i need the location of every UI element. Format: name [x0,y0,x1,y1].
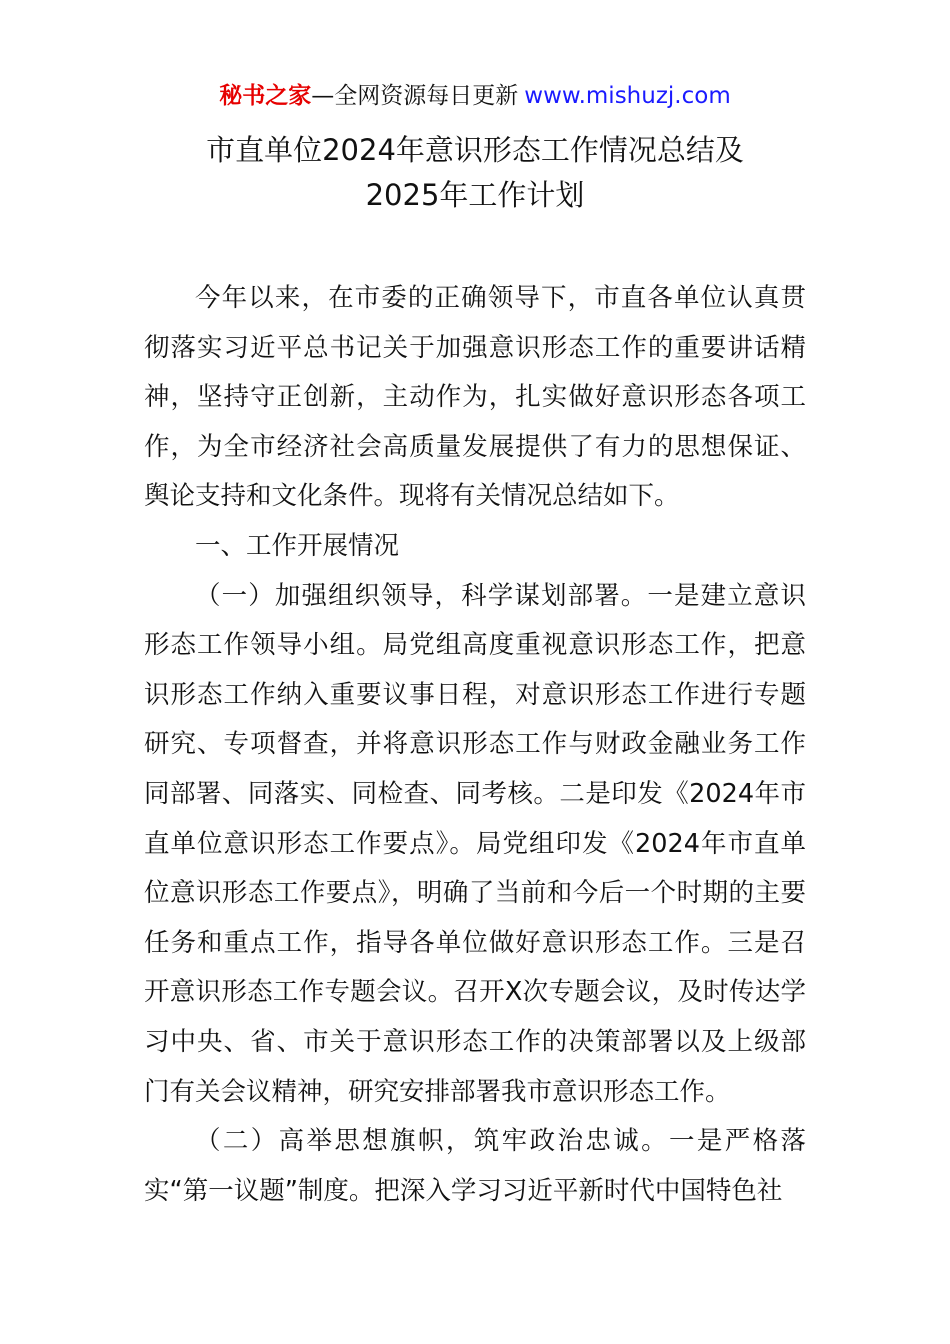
document-body [144,274,806,1216]
body-paragraph: （二）高举思想旗帜，筑牢政治忠诚。一是严格落实“第一议题”制度。把深入学习习近平新时代中国特色社 [144,1126,806,1206]
document-title [0,128,950,218]
title-line-2: 2025年工作计划 [365,178,585,212]
body-paragraph: （一）加强组织领导，科学谋划部署。一是建立意识形态工作领导小组。局党组高度重视意识形态工作，把意识形态工作纳入重要议事日程，对意识形态工作进行专题研究、专项督查，并将意识形态工作与财政金融业务工作同部署、同落实、同检查、同考核。二是印发《2024年市直单位意识形态工作要点》。局党组印发《2024年市直单位意识形态工作要点》，明确了当前和今后一个时期的主要任务和重点工作，指导各单位做好意识形态工作。三是召开意识形态工作专题会议。召开X次专题会议，及时传达学习中央、省、市关于意识形态工作的决策部署以及上级部门有关会议精神，研究安排部署我市意识形态工作。 [144,580,806,1107]
intro-paragraph: 今年以来，在市委的正确领导下，市直各单位认真贯彻落实习近平总书记关于加强意识形态工作的重要讲话精神，坚持守正创新，主动作为，扎实做好意识形态各项工作，为全市经济社会高质量发展提供了有力的思想保证、舆论支持和文化条件。现将有关情况总结如下。 [144,283,806,512]
site-header [0,80,950,112]
site-url-link[interactable]: www.mishuzj.com [524,83,731,109]
title-line-1: 市直单位2024年意识形态工作情况总结及 [206,133,744,167]
section-heading: 一、工作开展情况 [195,530,400,561]
brand-name: 秘书之家 [219,83,312,109]
header-tagline: —全网资源每日更新 [311,83,519,109]
